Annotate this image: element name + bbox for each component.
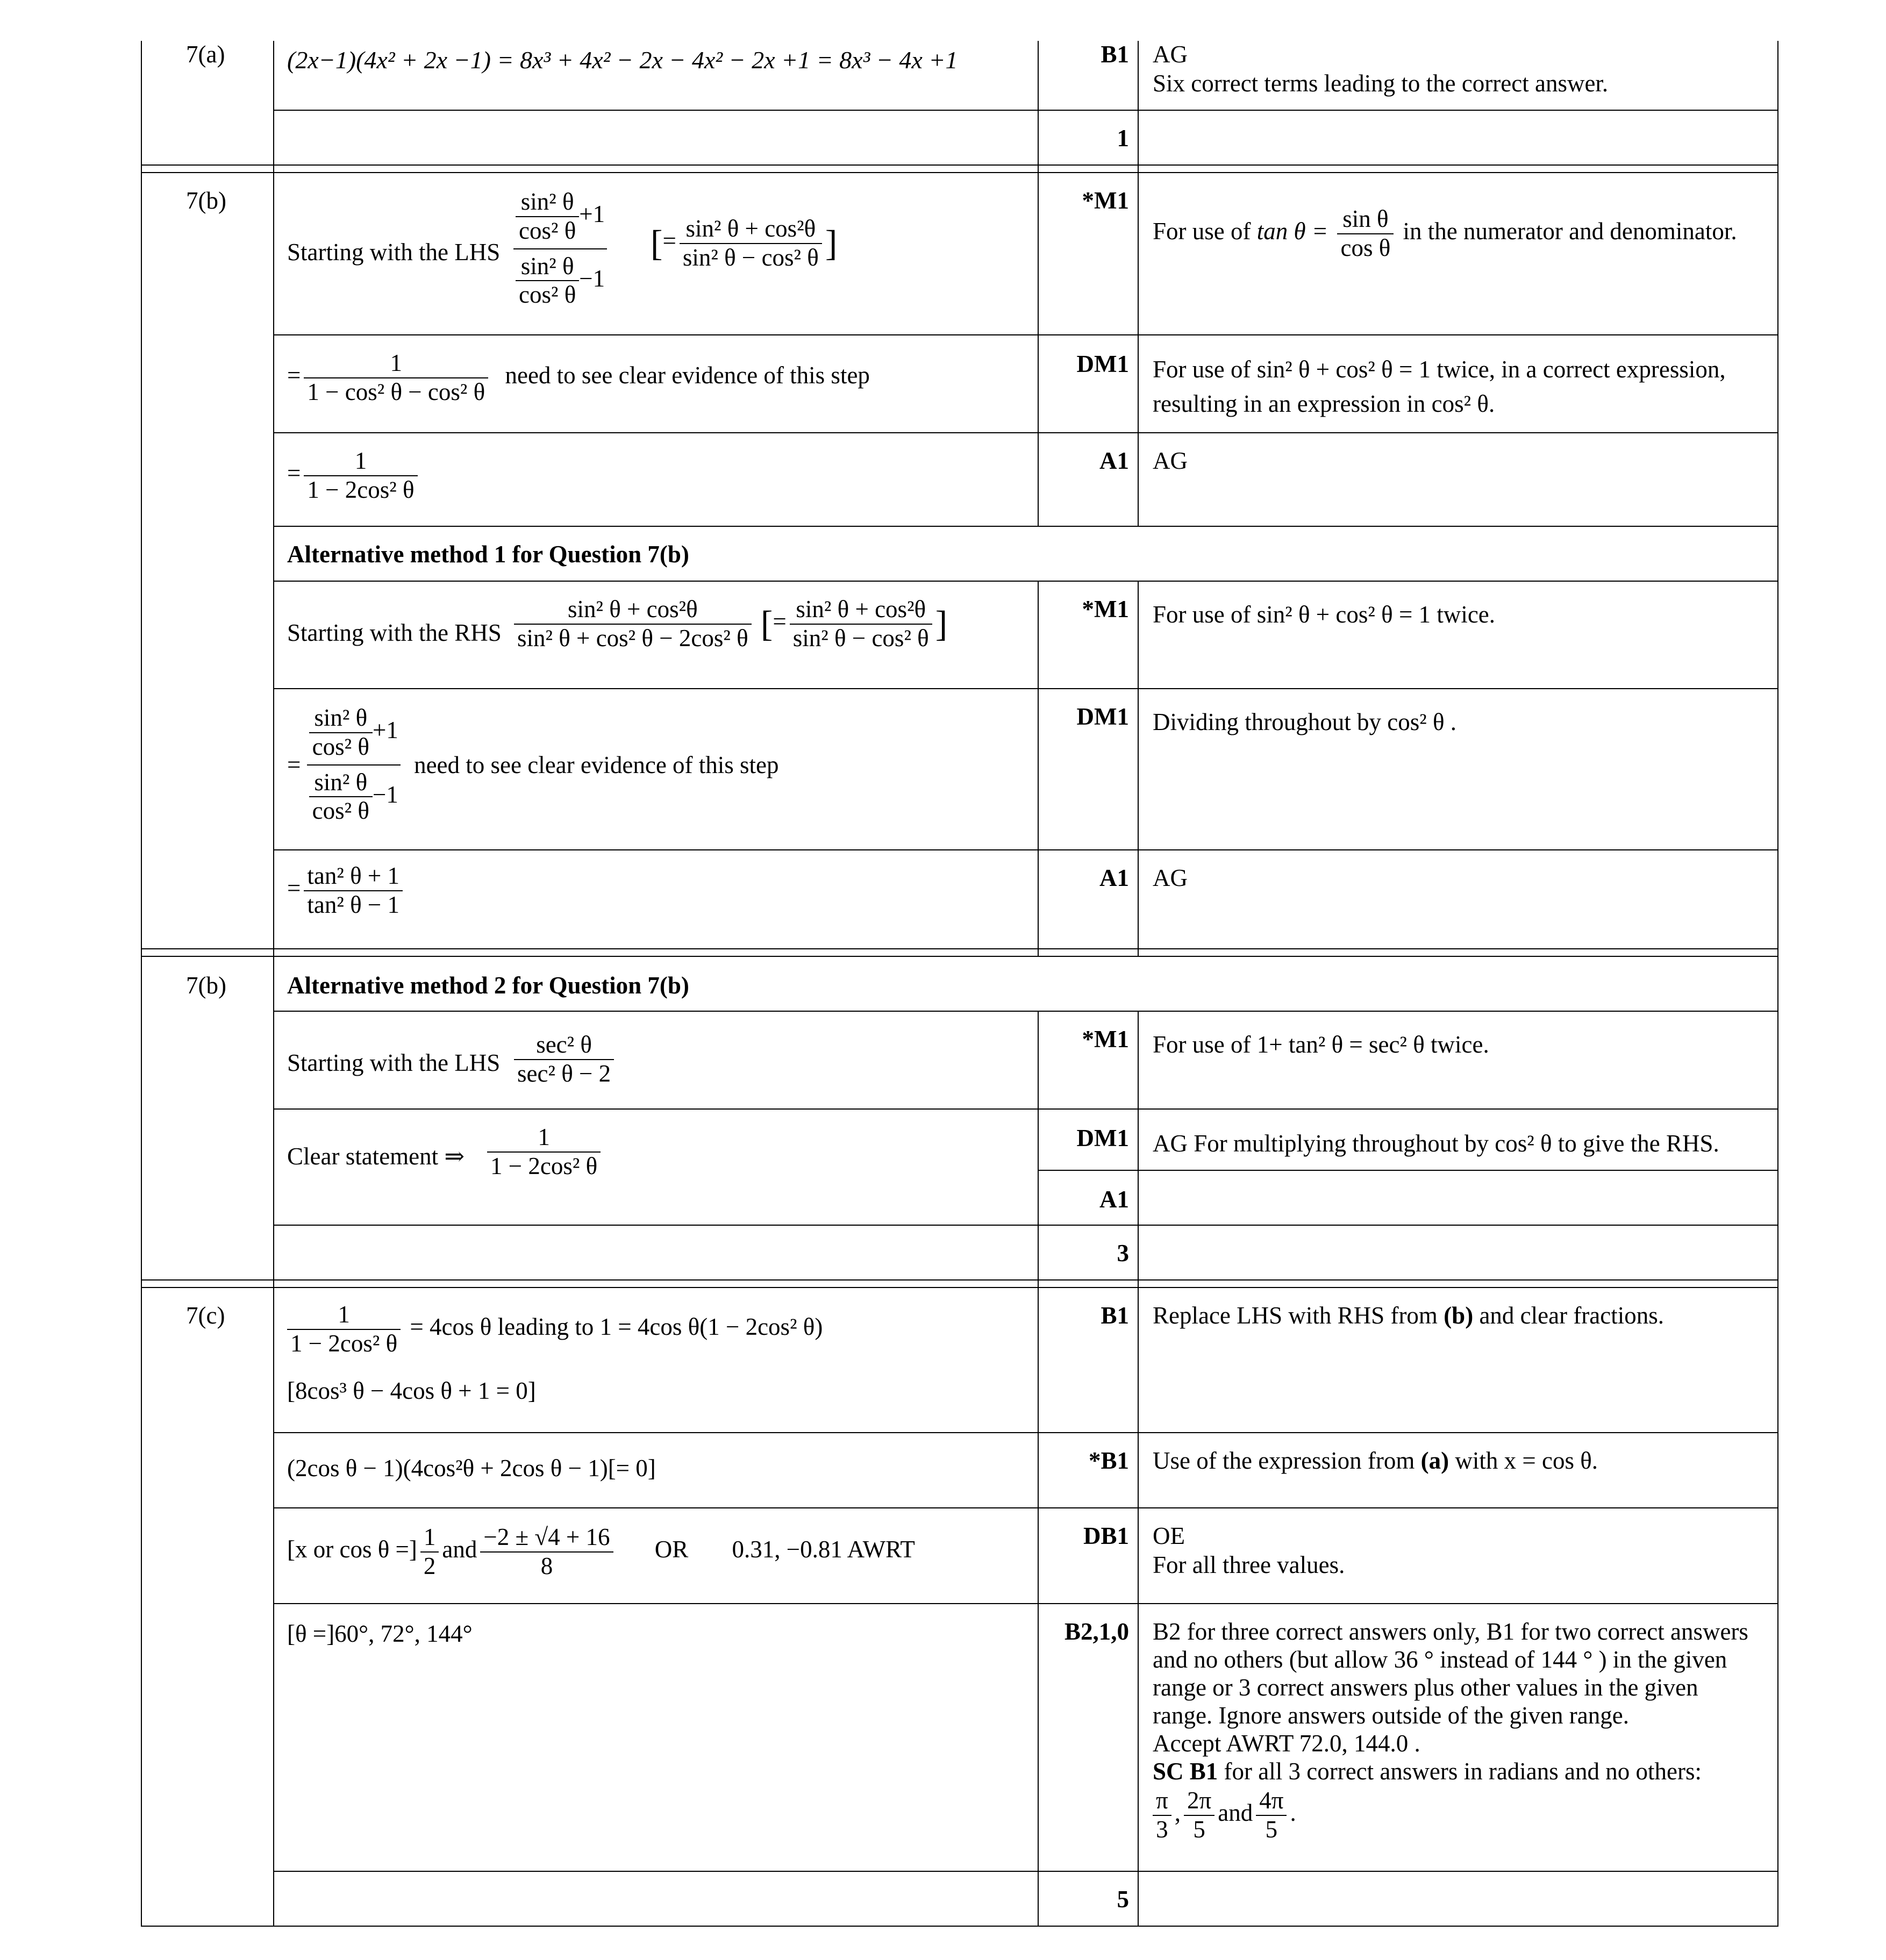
mark-code: DM1 bbox=[1076, 703, 1129, 730]
answer-step: $\frac{1}{\text{1 − 2cos² θ}}$ bbox=[484, 1124, 604, 1181]
answer-step: $\frac{\text{sec² θ}}{\text{sec² θ − 2}}$ bbox=[511, 1031, 617, 1088]
mark-code: *M1 bbox=[1082, 187, 1129, 214]
answer-step: $\frac{1}{\text{1 − 2cos² θ}}$ = 4cos θ leading to 1 = 4cos θ(1 − 2cos² θ) bbox=[287, 1301, 823, 1358]
table-border-right bbox=[1777, 41, 1778, 1927]
guidance-text: and no others (but allow 36 ° instead of 144 ° ) in the given bbox=[1153, 1646, 1727, 1673]
answer-step: $\frac{\text{sin² θ + cos²θ}}{\text{sin² θ + cos² θ − 2cos² θ}}$ [= $\frac{\text{sin² θ + cos²θ}}{\text{sin² θ − cos² θ}}$ ] bbox=[511, 596, 947, 653]
question-label: 7(b) bbox=[186, 972, 226, 999]
mark-code: *B1 bbox=[1088, 1447, 1129, 1474]
mark-code: A1 bbox=[1099, 1186, 1129, 1213]
mark-code: A1 bbox=[1099, 864, 1129, 891]
guidance-text: AG bbox=[1153, 447, 1188, 474]
section-rule bbox=[141, 948, 1778, 949]
section-rule bbox=[141, 172, 1778, 173]
row-rule bbox=[273, 849, 1778, 850]
column-divider-2 bbox=[1038, 41, 1039, 526]
total-marks: 1 bbox=[1117, 125, 1129, 152]
answer-step-prefix: Starting with the LHS bbox=[287, 239, 501, 266]
guidance-text: AG For multiplying throughout by cos² θ to give the RHS. bbox=[1153, 1130, 1719, 1157]
row-rule bbox=[273, 1603, 1778, 1604]
question-label: 7(b) bbox=[186, 187, 226, 214]
guidance-text: Replace LHS with RHS from (b) and clear fractions. bbox=[1153, 1302, 1664, 1329]
answer-step: [θ =]60°, 72°, 144° bbox=[287, 1620, 473, 1647]
column-divider-3 bbox=[1138, 1011, 1139, 1927]
guidance-text: For use of 1+ tan² θ = sec² θ twice. bbox=[1153, 1031, 1489, 1058]
guidance-text: range. Ignore answers outside of the given range. bbox=[1153, 1702, 1629, 1729]
row-rule bbox=[273, 1871, 1778, 1872]
table-border-bottom bbox=[141, 1926, 1778, 1927]
section-rule bbox=[141, 1287, 1778, 1288]
mark-code: A1 bbox=[1099, 447, 1129, 474]
guidance-text: Use of the expression from (a) with x = cos θ. bbox=[1153, 1447, 1598, 1474]
answer-step: = $\frac{1}{\text{1 − 2cos² θ}}$ bbox=[287, 447, 421, 504]
row-rule bbox=[273, 1108, 1778, 1110]
row-rule bbox=[273, 110, 1778, 111]
section-heading: Alternative method 1 for Question 7(b) bbox=[287, 541, 689, 568]
mark-code: DM1 bbox=[1076, 1125, 1129, 1151]
mark-code: B2,1,0 bbox=[1064, 1618, 1129, 1645]
mark-code: DM1 bbox=[1076, 350, 1129, 377]
row-rule bbox=[273, 334, 1778, 335]
row-rule bbox=[1038, 1170, 1778, 1171]
row-rule bbox=[273, 1432, 1778, 1433]
answer-step-prefix: Clear statement ⇒ bbox=[287, 1143, 465, 1170]
section-rule bbox=[141, 956, 1778, 957]
section-rule bbox=[141, 164, 1778, 166]
row-rule bbox=[273, 432, 1778, 433]
row-rule bbox=[273, 688, 1778, 689]
guidance-text: OE bbox=[1153, 1522, 1185, 1549]
guidance-text: range or 3 correct answers plus other values in the given bbox=[1153, 1674, 1698, 1701]
mark-code: DB1 bbox=[1083, 1522, 1129, 1549]
total-marks: 3 bbox=[1117, 1240, 1129, 1267]
question-label: 7(a) bbox=[186, 41, 225, 68]
answer-step: = $\frac{1}{\text{1 − cos² θ − cos² θ}}$ need to see clear evidence of this step bbox=[287, 349, 870, 405]
mark-code: *M1 bbox=[1082, 596, 1129, 623]
column-divider-2 bbox=[1038, 581, 1039, 957]
guidance-text: For all three values. bbox=[1153, 1551, 1345, 1578]
mark-code: *M1 bbox=[1082, 1026, 1129, 1053]
guidance-text: Dividing throughout by cos² θ . bbox=[1153, 709, 1457, 735]
row-rule bbox=[273, 581, 1778, 582]
answer-step-prefix: Starting with the LHS bbox=[287, 1049, 501, 1076]
answer-expression: (2x−1)(4x² + 2x −1) = 8x³ + 4x² − 2x − 4x² − 2x +1 = 8x³ − 4x +1 bbox=[287, 46, 958, 74]
mark-code: B1 bbox=[1101, 1302, 1129, 1329]
radian-answers: $\frac{\pi}{3}$ , $\frac{2\pi}{5}$ and $\frac{4\pi}{5}$ . bbox=[1153, 1787, 1296, 1844]
answer-step: = $\frac{\text{tan² θ + 1}}{\text{tan² θ − 1}}$ bbox=[287, 862, 406, 919]
guidance-text: For use of tan θ = $\frac{\text{sin θ}}{\text{cos θ}}$ in the numerator and denominator. bbox=[1153, 205, 1737, 261]
row-rule bbox=[273, 526, 1778, 527]
guidance-text: SC B1 for all 3 correct answers in radians and no others: bbox=[1153, 1758, 1702, 1785]
guidance-text: Accept AWRT 72.0, 144.0 . bbox=[1153, 1730, 1420, 1757]
guidance-text: AG bbox=[1153, 864, 1188, 891]
question-label: 7(c) bbox=[186, 1302, 225, 1329]
row-rule bbox=[273, 1011, 1778, 1012]
column-divider-3 bbox=[1138, 41, 1139, 526]
section-rule bbox=[141, 1279, 1778, 1281]
column-divider-2 bbox=[1038, 1011, 1039, 1927]
column-divider-3 bbox=[1138, 581, 1139, 957]
answer-step: [8cos³ θ − 4cos θ + 1 = 0] bbox=[287, 1377, 536, 1404]
guidance-text: resulting in an expression in cos² θ. bbox=[1153, 390, 1495, 417]
guidance-text: B2 for three correct answers only, B1 for two correct answers bbox=[1153, 1618, 1748, 1645]
answer-step-prefix: Starting with the RHS bbox=[287, 619, 502, 646]
guidance-text: Six correct terms leading to the correct answer. bbox=[1153, 70, 1609, 97]
compound-fraction: $\frac{\text{sin² θ}}{\text{cos² θ}}$ +1 $\frac{\text{sin² θ}}{\text{cos² θ}}$ −1 bbox=[513, 188, 607, 309]
answer-step: (2cos θ − 1)(4cos²θ + 2cos θ − 1)[= 0] bbox=[287, 1455, 656, 1482]
guidance-text: For use of sin² θ + cos² θ = 1 twice, in a correct expression, bbox=[1153, 356, 1726, 383]
mark-code: B1 bbox=[1101, 41, 1129, 68]
row-rule bbox=[273, 1507, 1778, 1508]
compound-fraction-step: = $\frac{\text{sin² θ}}{\text{cos² θ}}$ +1 $\frac{\text{sin² θ}}{\text{cos² θ}}$ −1 need to see clear evidence of this step bbox=[287, 704, 779, 825]
guidance-text: AG bbox=[1153, 41, 1188, 68]
guidance-text: For use of sin² θ + cos² θ = 1 twice. bbox=[1153, 601, 1496, 628]
total-marks: 5 bbox=[1117, 1886, 1129, 1913]
section-heading: Alternative method 2 for Question 7(b) bbox=[287, 972, 689, 999]
bracketed-alternative: [= $\frac{\text{sin² θ + cos²θ}}{\text{sin² θ − cos² θ}}$ ] bbox=[651, 215, 838, 271]
table-border-left bbox=[141, 41, 142, 1927]
row-rule bbox=[273, 1225, 1778, 1226]
column-divider-1 bbox=[273, 41, 274, 1927]
answer-step: [x or cos θ =] $\frac{1}{2}$ and $\frac{-2 \pm √4 + 16}{8}$ OR 0.31, −0.81 AWRT bbox=[287, 1523, 915, 1579]
